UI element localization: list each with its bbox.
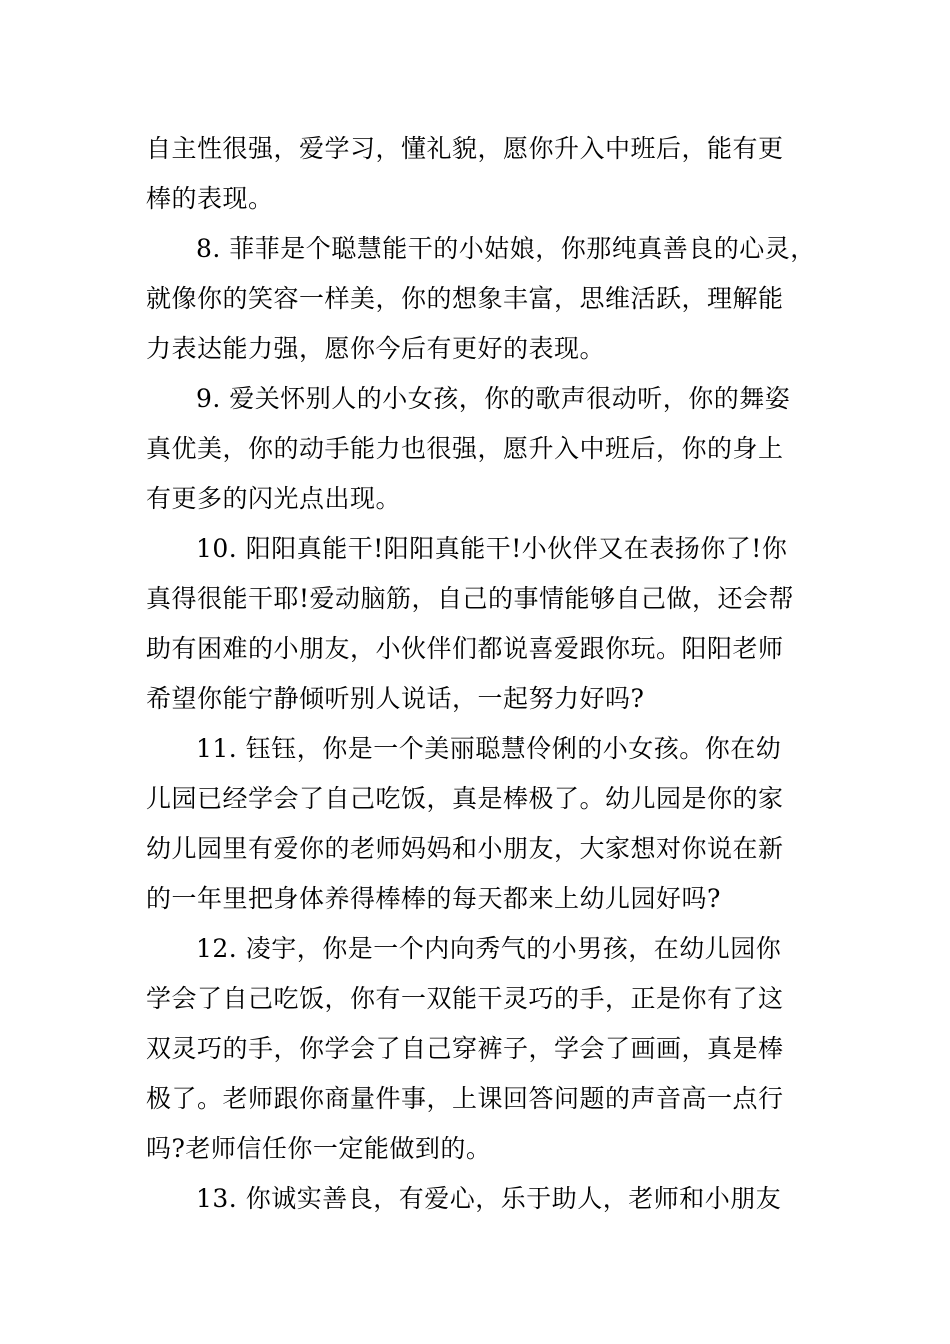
- text-line: 吗?老师信任你一定能做到的。: [146, 1134, 492, 1163]
- text-line: 极了。老师跟你商量件事，上课回答问题的声音高一点行: [146, 1084, 784, 1113]
- text-line: 12. 凌宇，你是一个内向秀气的小男孩，在幼儿园你: [196, 934, 782, 963]
- text-line: 真得很能干耶!爱动脑筋，自己的事情能够自己做，还会帮: [146, 584, 795, 613]
- text-line: 幼儿园里有爱你的老师妈妈和小朋友，大家想对你说在新: [146, 834, 784, 863]
- text-line: 双灵巧的手，你学会了自己穿裤子，学会了画画，真是棒: [146, 1034, 784, 1063]
- text-line: 13. 你诚实善良，有爱心，乐于助人，老师和小朋友: [196, 1184, 782, 1213]
- text-line: 自主性很强，爱学习，懂礼貌，愿你升入中班后，能有更: [146, 134, 784, 163]
- text-line: 棒的表现。: [146, 184, 274, 213]
- text-line: 11. 钰钰，你是一个美丽聪慧伶俐的小女孩。你在幼: [196, 734, 782, 763]
- text-line: 力表达能力强，愿你今后有更好的表现。: [146, 334, 606, 363]
- text-line: 学会了自己吃饭，你有一双能干灵巧的手，正是你有了这: [146, 984, 784, 1013]
- text-line: 的一年里把身体养得棒棒的每天都来上幼儿园好吗?: [146, 884, 721, 913]
- text-line: 希望你能宁静倾听别人说话，一起努力好吗?: [146, 684, 645, 713]
- text-line: 10. 阳阳真能干!阳阳真能干!小伙伴又在表扬你了!你: [196, 534, 788, 563]
- text-line: 8. 菲菲是个聪慧能干的小姑娘，你那纯真善良的心灵，: [196, 234, 816, 263]
- text-line: 儿园已经学会了自己吃饭，真是棒极了。幼儿园是你的家: [146, 784, 784, 813]
- text-line: 真优美，你的动手能力也很强，愿升入中班后，你的身上: [146, 434, 784, 463]
- text-line: 有更多的闪光点出现。: [146, 484, 402, 513]
- text-line: 就像你的笑容一样美，你的想象丰富，思维活跃，理解能: [146, 284, 784, 313]
- text-line: 助有困难的小朋友，小伙伴们都说喜爱跟你玩。阳阳老师: [146, 634, 784, 663]
- text-line: 9. 爱关怀别人的小女孩，你的歌声很动听，你的舞姿: [196, 384, 791, 413]
